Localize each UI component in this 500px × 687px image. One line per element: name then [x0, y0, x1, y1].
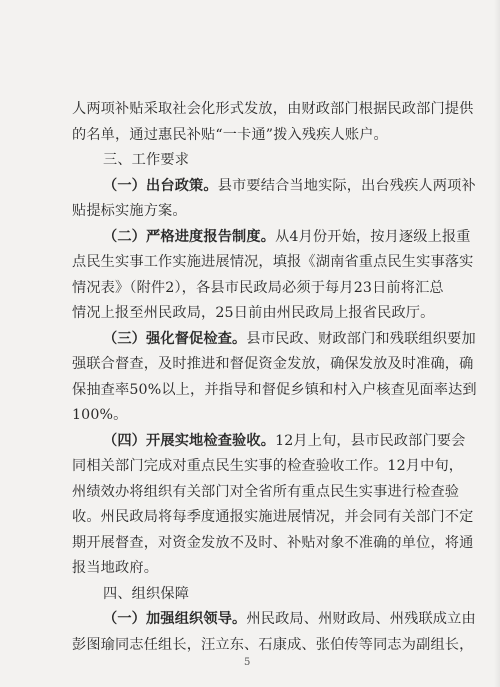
text-line-1-content: 人两项补贴采取社会化形式发放，由财政部门根据民政部门提供 [72, 101, 474, 117]
text-line-16 [72, 482, 459, 502]
text-line-6-lead: （二）严格进度报告制度。 [103, 228, 276, 245]
text-line-11-content: 强联合督查，及时推进和督促资金发放，确保发放及时准确，确 [72, 356, 474, 373]
text-line-21-lead: （一）加强组织领导。 [103, 611, 247, 628]
text-line-22 [72, 635, 473, 655]
text-line-2 [72, 125, 388, 145]
text-line-1 [72, 99, 473, 119]
page-edge-shadow [494, 0, 500, 687]
text-line-7 [72, 252, 473, 272]
section-heading-20 [103, 584, 189, 604]
text-line-21-content: 州民政局、州财政局、州残联成立由 [246, 611, 476, 628]
text-line-15 [72, 456, 463, 476]
text-line-9 [72, 303, 434, 323]
text-line-4-content: 县市要结合当地实际，出台残疾人两项补 [217, 177, 476, 194]
text-line-16-content: 州绩效办将组织有关部门对全省所有重点民生实事进行检查验 [72, 483, 460, 500]
text-line-6 [103, 227, 471, 247]
text-line-14 [103, 431, 465, 451]
text-line-21 [103, 609, 476, 629]
text-line-5 [72, 201, 187, 221]
text-line-8 [72, 278, 444, 298]
section-heading-3 [103, 150, 189, 170]
text-line-4 [103, 176, 476, 196]
text-line-14-content: 12月上旬，县市民政部门要会 [275, 432, 466, 449]
text-line-10-lead: （三）强化督促检查。 [103, 330, 247, 347]
text-line-13 [72, 405, 128, 425]
text-line-17 [72, 507, 473, 527]
text-line-6-content: 从4月份开始，按月逐级上报重 [275, 228, 471, 245]
text-line-18-content: 期开展督查，对资金发放不及时、补贴对象不准确的单位，将通 [72, 534, 474, 551]
text-line-7-content: 点民生实事工作实施进展情况，填报《湖南省重点民生实事落实 [72, 254, 474, 271]
section-heading-20-text: 四、组织保障 [103, 585, 190, 602]
text-line-14-lead: （四）开展实地检查验收。 [103, 432, 276, 449]
text-line-2-content: 的名单，通过惠民补贴“一卡通”拨入残疾人账户。 [72, 126, 388, 143]
text-line-10 [103, 329, 476, 349]
page-number: 5 [244, 657, 251, 668]
text-line-12 [72, 380, 477, 400]
text-line-11 [72, 354, 473, 374]
section-heading-3-text: 三、工作要求 [103, 152, 190, 169]
text-line-19-content: 报当地政府。 [72, 560, 159, 577]
text-line-9-content: 情况上报至州民政局，25日前由州民政局上报省民政厅。 [72, 305, 435, 322]
text-line-19 [72, 558, 158, 578]
text-line-12-content: 保抽查率50%以上，并指导和督促乡镇和村入户核查见面率达到 [72, 381, 477, 398]
text-line-5-content: 贴提标实施方案。 [72, 203, 187, 220]
text-line-15-content: 同相关部门完成对重点民生实事的检查验收工作。12月中旬， [72, 458, 464, 475]
text-line-4-lead: （一）出台政策。 [103, 177, 218, 194]
text-line-17-content: 收。州民政局将每季度通报实施进展情况，并会同有关部门不定 [72, 509, 474, 526]
text-line-22-content: 彭图瑜同志任组长，汪立东、石康成、张伯传等同志为副组长， [72, 637, 474, 653]
text-line-8-content: 情况表》（附件2），各县市民政局必须于每月23日前将汇总 [72, 279, 444, 296]
text-line-18 [72, 533, 473, 553]
text-line-13-content: 100%。 [72, 407, 128, 424]
text-line-10-content: 县市民政、财政部门和残联组织要加 [246, 330, 476, 347]
